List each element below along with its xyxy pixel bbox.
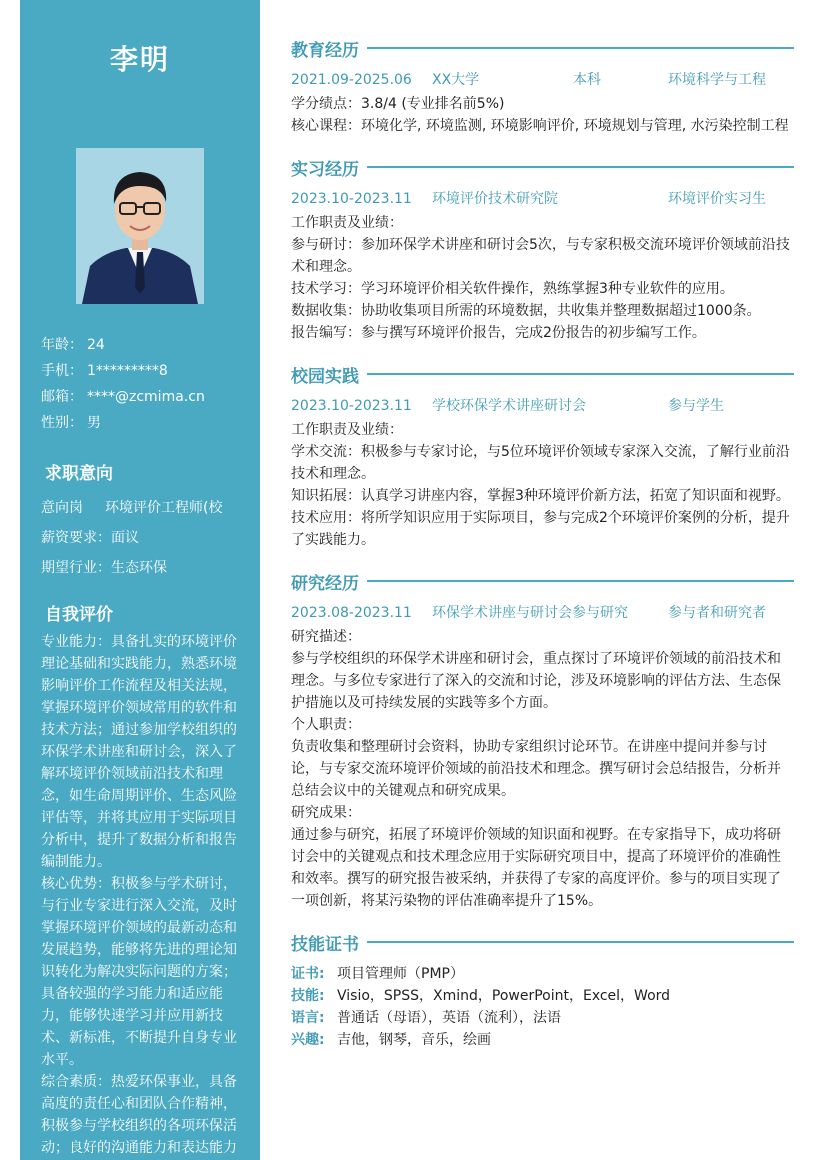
- education-heading: 教育经历: [291, 36, 794, 60]
- self-eval-paragraph: 综合素质：热爱环保事业，具备高度的责任心和团队合作精神，积极参与学校组织的各项环保活动；良好的沟通能力和表达能力: [41, 1074, 237, 1156]
- research-body: 研究描述： 参与学校组织的环保学术讲座和研讨会，重点探讨了环境评价领域的前沿技术和理念。与多位专家进行了深入的交流和讨论，涉及环境影响的评估方法、生态保护措施以及可持续发展的实践等多个方面。 个人职责： 负责收集和整理研讨会资料，协助专家组织讨论环节。在讲座中提问并参与讨论，与专家交流环境评价领域的前沿技术和理念。撰写研讨会总结报告，分析并总结会议中的关键观点和研究成果。 研究成果： 通过参与研究，拓展了环境评价领域的知识面和视野。在专家指导下，成功将研讨会中的关键观点和技术理念应用于实际研究项目中，提高了环境评价的准确性和效率。撰写的研究报告被采纳，并获得了专家的高度评价。参与的项目实现了一项创新，将某污染物的评估准确率提升了15%。: [291, 629, 781, 909]
- intent-heading: 求职意向: [45, 464, 113, 484]
- cert-row: 证书: 项目管理师（PMP）: [291, 966, 464, 982]
- basic-info: [41, 334, 205, 438]
- profile-photo: [76, 148, 204, 304]
- phone-row: 手机： 1*********8: [41, 363, 168, 379]
- internship-heading: 实习经历: [291, 155, 794, 179]
- phone-value: 1*********8: [87, 363, 168, 379]
- self-eval-paragraph: 核心优势：积极参与学术研讨，与行业专家进行深入交流，及时掌握环境评价领域的最新动态和发展趋势，能够将先进的理论知识转化为解决实际问题的方案；具备较强的学习能力和适应能力，能够快速学习并应用新技术、新标准，不断提升自身专业水平。: [41, 876, 237, 1068]
- avatar-portrait-icon: [76, 148, 204, 304]
- intent-salary-row: 薪资要求：面议: [41, 530, 139, 546]
- language-row: 语言: 普通话（母语），英语（流利），法语: [291, 1010, 561, 1026]
- research-heading: 研究经历: [291, 569, 794, 593]
- sidebar: [20, 0, 260, 1160]
- research-subheader: 2023.08-2023.11 环保学术讲座与研讨会参与研究 参与者和研究者: [291, 605, 766, 621]
- self-eval-heading: 自我评价: [45, 605, 113, 625]
- education-subheader: 2021.09-2025.06 XX大学 本科 环境科学与工程: [291, 72, 766, 88]
- internship-body: 工作职责及业绩： 参与研讨：参加环保学术讲座和研讨会5次，与专家积极交流环境评价领域前沿技术和理念。 技术学习：学习环境评价相关软件操作，熟练掌握3种专业软件的应用。 数据收集：协助收集项目所需的环境数据，共收集并整理数据超过1000条。 报告编写：参与撰写环境评价报告，完成2份报告的初步编写工作。: [291, 215, 790, 341]
- divider: [367, 941, 794, 943]
- skills-heading: 技能证书: [291, 930, 794, 954]
- campus-body: 工作职责及业绩： 学术交流：积极参与专家讨论，与5位环境评价领域专家深入交流，了解行业前沿技术和理念。 知识拓展：认真学习讲座内容，掌握3种环境评价新方法，拓宽了知识面和视野。 技术应用：将所学知识应用于实际项目，参与完成2个环境评价案例的分析，提升了实践能力。: [291, 422, 790, 548]
- divider: [367, 373, 794, 375]
- campus-heading: 校园实践: [291, 362, 794, 386]
- gender-row: 性别： 男: [41, 415, 101, 431]
- intent-industry-row: 期望行业：生态环保: [41, 560, 167, 576]
- self-eval-text: [41, 631, 243, 1159]
- gender-value: 男: [87, 415, 101, 431]
- email-value: ****@zcmima.cn: [87, 389, 205, 405]
- intent-list: [41, 497, 257, 587]
- age-row: 年龄： 24: [41, 337, 105, 353]
- campus-subheader: 2023.10-2023.11 学校环保学术讲座研讨会 参与学生: [291, 398, 724, 414]
- intent-position-row: 意向岗 环境评价工程师(校: [41, 500, 223, 516]
- divider: [367, 580, 794, 582]
- education-body: 学分绩点：3.8/4 (专业排名前5%) 核心课程：环境化学, 环境监测, 环境影响评价, 环境规划与管理, 水污染控制工程: [291, 96, 789, 134]
- self-eval-paragraph: 专业能力：具备扎实的环境评价理论基础和实践能力，熟悉环境影响评价工作流程及相关法规，掌握环境评价领域常用的软件和技术方法；通过参加学校组织的环保学术讲座和研讨会，深入了解环境评价领域前沿技术和理念，如生命周期评价、生态风险评估等，并将其应用于实际项目分析中，提升了数据分析和报告编制能力。: [41, 634, 237, 870]
- internship-subheader: 2023.10-2023.11 环境评价技术研究院 环境评价实习生: [291, 191, 766, 207]
- candidate-name: 李明: [109, 43, 170, 76]
- age-value: 24: [87, 337, 105, 353]
- email-row: 邮箱： ****@zcmima.cn: [41, 389, 205, 405]
- hobby-row: 兴趣: 吉他，钢琴，音乐，绘画: [291, 1032, 491, 1048]
- divider: [367, 47, 794, 49]
- skills-body: [291, 963, 794, 1051]
- divider: [367, 166, 794, 168]
- skill-row: 技能: Visio，SPSS，Xmind，PowerPoint，Excel，Word: [291, 988, 671, 1004]
